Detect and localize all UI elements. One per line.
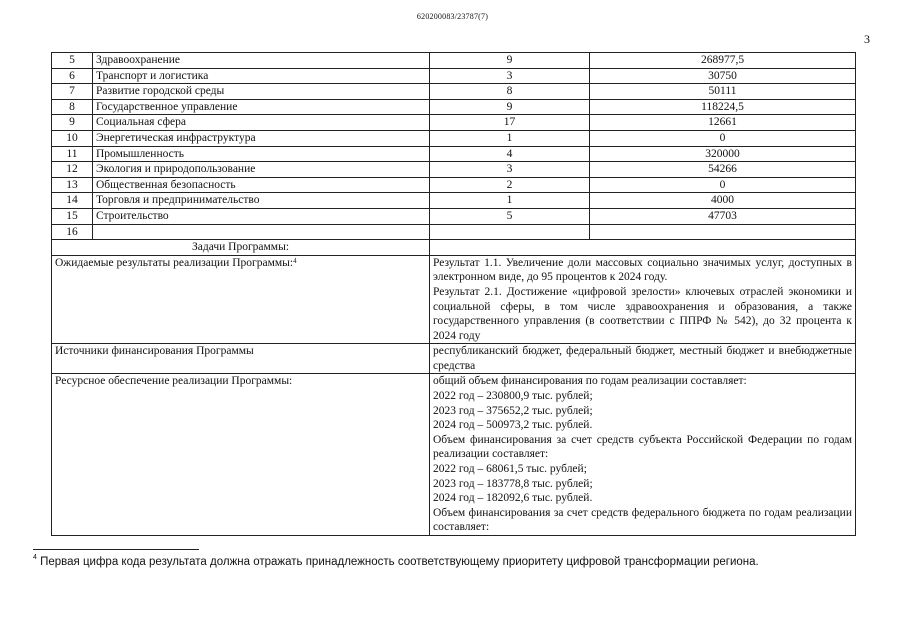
row-name: Развитие городской среды	[93, 84, 430, 100]
row-sum	[590, 224, 856, 240]
resource-line: 2023 год – 375652,2 тыс. рублей;	[433, 404, 593, 417]
row-count: 5	[430, 208, 590, 224]
row-count: 4	[430, 146, 590, 162]
row-sum: 268977,5	[590, 53, 856, 69]
page-number: 3	[864, 32, 870, 46]
row-number: 9	[52, 115, 93, 131]
footnote-ref: 4	[293, 256, 297, 265]
row-number: 11	[52, 146, 93, 162]
row-sum: 118224,5	[590, 99, 856, 115]
row-number: 6	[52, 68, 93, 84]
table-row	[52, 53, 856, 69]
row-sum: 320000	[590, 146, 856, 162]
row-sum: 4000	[590, 193, 856, 209]
row-count: 1	[430, 193, 590, 209]
row-count: 9	[430, 53, 590, 69]
row-number: 15	[52, 208, 93, 224]
footnote	[33, 556, 759, 568]
row-number: 8	[52, 99, 93, 115]
funding-sources-row	[52, 344, 856, 374]
resource-line: 2023 год – 183778,8 тыс. рублей;	[433, 477, 593, 490]
table-row	[52, 162, 856, 178]
row-sum: 47703	[590, 208, 856, 224]
row-number: 12	[52, 162, 93, 178]
row-name: Промышленность	[93, 146, 430, 162]
row-name	[93, 224, 430, 240]
row-sum: 0	[590, 130, 856, 146]
resources-label: Ресурсное обеспечение реализации Программы:	[52, 374, 430, 536]
tasks-row	[52, 240, 856, 256]
row-name: Строительство	[93, 208, 430, 224]
row-name: Государственное управление	[93, 99, 430, 115]
row-number: 7	[52, 84, 93, 100]
footnote-mark: 4	[33, 554, 37, 561]
tasks-value	[430, 240, 856, 256]
row-sum: 0	[590, 177, 856, 193]
footnote-divider	[33, 549, 199, 550]
row-sum: 30750	[590, 68, 856, 84]
row-number: 14	[52, 193, 93, 209]
row-number: 13	[52, 177, 93, 193]
result-1-1: Результат 1.1. Увеличение доли массовых социально значимых услуг, доступных в электронном виде, до 95 процентов к 2024 году.	[433, 256, 852, 284]
table-row	[52, 193, 856, 209]
table-row	[52, 84, 856, 100]
table-row	[52, 115, 856, 131]
table-row	[52, 68, 856, 84]
row-count: 3	[430, 162, 590, 178]
row-name: Общественная безопасность	[93, 177, 430, 193]
resources-row	[52, 374, 856, 536]
resource-line: Объем финансирования за счет средств субъекта Российской Федерации по годам реализации составляет:	[433, 433, 852, 461]
footnote-text: Первая цифра кода результата должна отражать принадлежность соответствующему приоритету цифровой трансформации региона.	[40, 556, 759, 568]
row-count: 9	[430, 99, 590, 115]
expected-label-text: Ожидаемые результаты реализации Программы:	[55, 256, 294, 269]
row-name: Здравоохранение	[93, 53, 430, 69]
table-row	[52, 224, 856, 240]
row-number: 5	[52, 53, 93, 69]
row-name: Экология и природопользование	[93, 162, 430, 178]
resource-line: общий объем финансирования по годам реализации составляет:	[433, 375, 747, 388]
resources-value	[430, 374, 856, 536]
table-row	[52, 99, 856, 115]
tasks-label: Задачи Программы:	[52, 240, 430, 256]
row-sum: 54266	[590, 162, 856, 178]
row-count: 2	[430, 177, 590, 193]
table-row	[52, 177, 856, 193]
row-sum: 12661	[590, 115, 856, 131]
funding-sources-label: Источники финансирования Программы	[52, 344, 430, 374]
row-number: 16	[52, 224, 93, 240]
sector-rows	[52, 53, 856, 240]
funding-sources-value: республиканский бюджет, федеральный бюджет, местный бюджет и внебюджетные средства	[430, 344, 856, 374]
row-name: Социальная сфера	[93, 115, 430, 131]
row-name: Торговля и предпринимательство	[93, 193, 430, 209]
row-count: 17	[430, 115, 590, 131]
row-count: 8	[430, 84, 590, 100]
document-code: 620200083/23787(7)	[416, 12, 489, 21]
resource-line: Объем финансирования за счет средств федерального бюджета по годам реализации составляет:	[433, 506, 852, 534]
expected-results-row	[52, 255, 856, 344]
program-table	[51, 52, 856, 536]
resource-line: 2022 год – 68061,5 тыс. рублей;	[433, 463, 587, 476]
result-2-1: Результат 2.1. Достижение «цифровой зрелости» ключевых отраслей экономики и социальной сферы, в том числе здравоохранения и образования, а также государственного управления (в соответствии с ППРФ № 542), до 32 процента к 2024 году	[433, 285, 852, 342]
row-name: Энергетическая инфраструктура	[93, 130, 430, 146]
resource-line: 2022 год – 230800,9 тыс. рублей;	[433, 390, 593, 403]
resource-line: 2024 год – 500973,2 тыс. рублей.	[433, 419, 593, 432]
table-row	[52, 130, 856, 146]
expected-results-label	[52, 255, 430, 344]
row-number: 10	[52, 130, 93, 146]
row-count: 1	[430, 130, 590, 146]
row-sum: 50111	[590, 84, 856, 100]
table-row	[52, 146, 856, 162]
resource-line: 2024 год – 182092,6 тыс. рублей.	[433, 492, 593, 505]
row-count	[430, 224, 590, 240]
row-count: 3	[430, 68, 590, 84]
table-row	[52, 208, 856, 224]
expected-results-value	[430, 255, 856, 344]
row-name: Транспорт и логистика	[93, 68, 430, 84]
